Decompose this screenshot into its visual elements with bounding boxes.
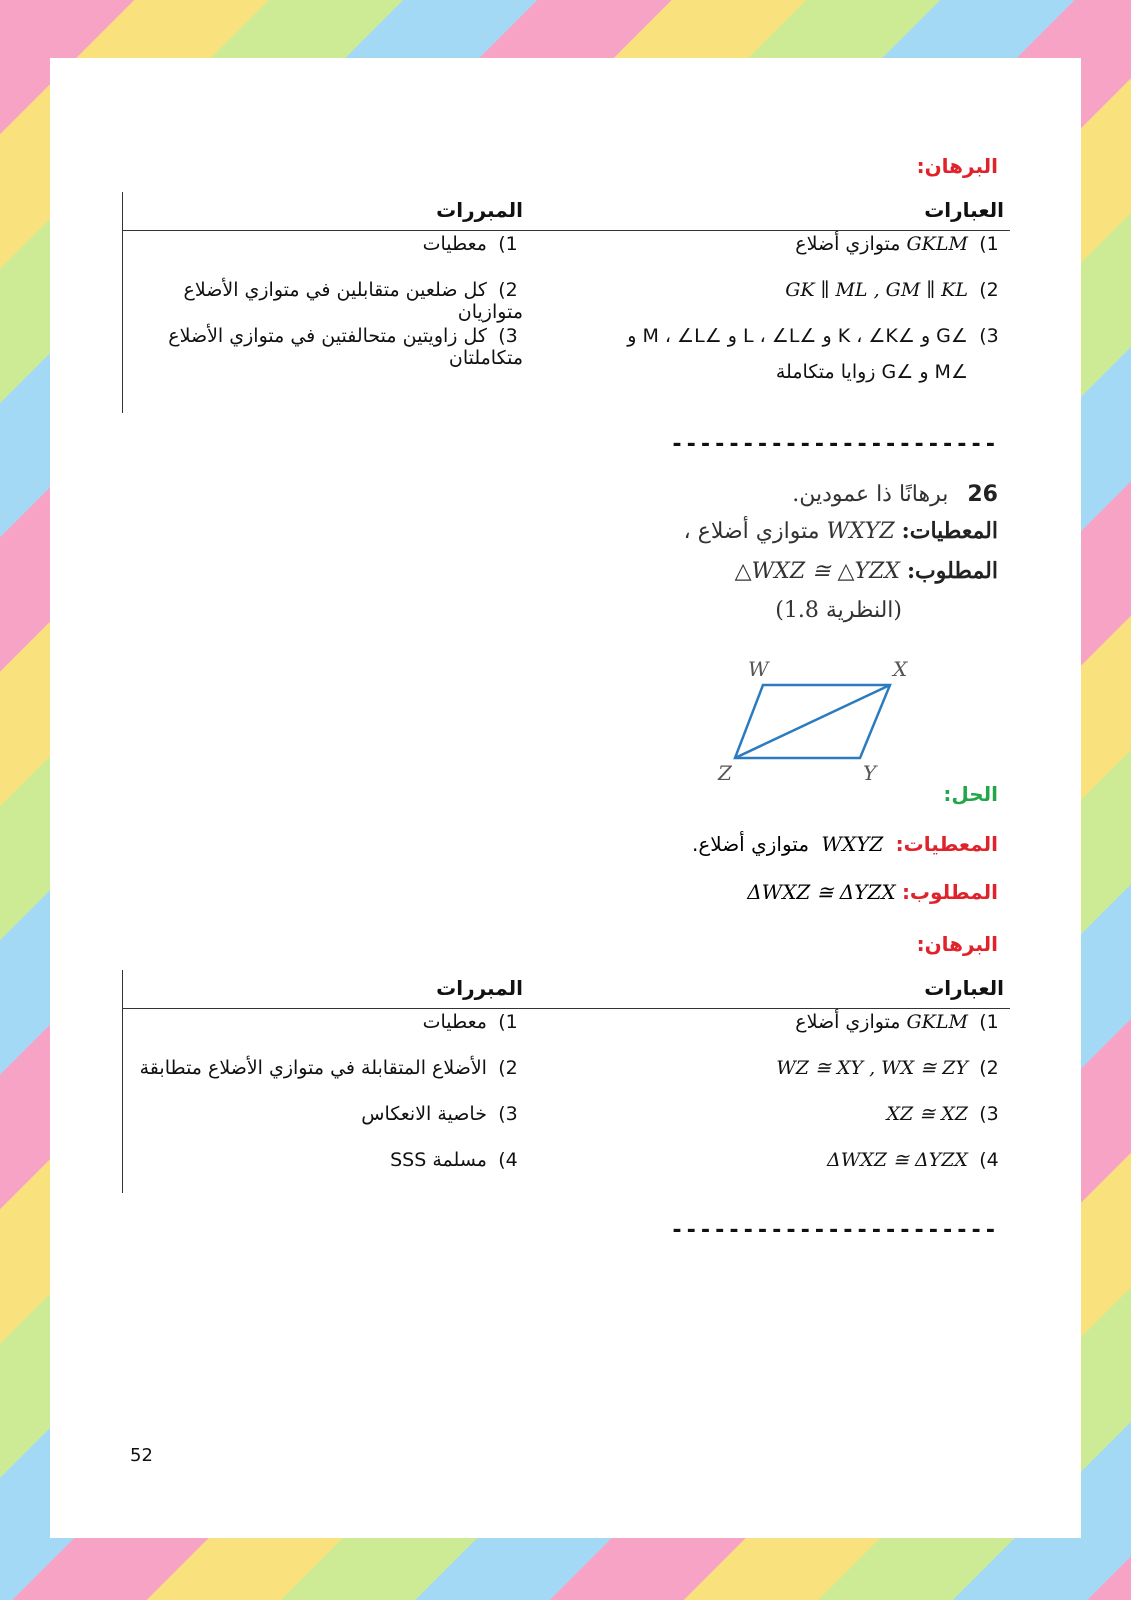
reason-cell: 1) معطيات [123, 1009, 530, 1056]
col-reasons-header: المبررات [123, 192, 530, 231]
reason-cell: 3) خاصية الانعكاس [123, 1101, 530, 1147]
statement-cell: 1) GKLM متوازي أضلاع [795, 1011, 999, 1033]
statement-cell: 1) GKLM متوازي أضلاع [795, 233, 999, 255]
parallelogram-figure [700, 658, 940, 788]
col-statements-header: العبارات [529, 192, 1010, 231]
table-row [123, 1147, 1011, 1193]
problem-prove-label: المطلوب: [906, 558, 998, 584]
table-row [123, 1055, 1011, 1101]
theorem-reference: (النظرية 1.8) [775, 598, 902, 623]
vertex-label-x: X [893, 658, 908, 681]
problem-number: 26 [967, 482, 998, 507]
proof-table-1 [122, 192, 1010, 413]
page-number: 52 [130, 1445, 153, 1466]
col-reasons-header: المبررات [123, 970, 530, 1009]
solution-given: المعطيات: WXYZ متوازي أضلاع. [691, 832, 998, 856]
proof-heading-2: البرهان: [916, 932, 998, 956]
statement-cell: 3) XZ ≅ XZ [886, 1103, 999, 1125]
solution-heading: الحل: [943, 782, 998, 806]
separator-line-2: ----------------------- [670, 1218, 998, 1243]
problem-given-label: المعطيات: [901, 518, 998, 544]
statement-cell: 2) WZ ≅ XY , WX ≅ ZY [776, 1057, 999, 1079]
reason-cell: 2) الأضلاع المتقابلة في متوازي الأضلاع متطابقة [123, 1055, 530, 1101]
reason-cell: 3) كل زاويتين متحالفتين في متوازي الأضلاع متكاملتان [123, 323, 530, 413]
reason-cell: 4) مسلمة SSS [123, 1147, 530, 1193]
solution-prove: المطلوب: ΔWXZ ≅ ΔYZX [747, 880, 998, 904]
separator-line: ----------------------- [670, 432, 998, 457]
table-row [123, 277, 1011, 323]
proof-heading: البرهان: [916, 154, 998, 178]
vertex-label-z: Z [718, 761, 732, 785]
table-row [123, 1009, 1011, 1056]
statement-cell: 2) GK ∥ ML , GM ∥ KL [785, 279, 999, 301]
statement-cell: 4) ΔWXZ ≅ ΔYZX [826, 1149, 999, 1171]
reason-cell: 2) كل ضلعين متقابلين في متوازي الأضلاع متوازيان [123, 277, 530, 323]
table-row [123, 323, 1011, 413]
problem-26-block: 26 برهانًا ذا عمودين. المعطيات: WXYZ متوازي أضلاع ، المطلوب: △WXZ ≅ △YZX (النظرية 1.8) [638, 482, 998, 623]
vertex-label-y: Y [863, 761, 877, 785]
page-sheet [50, 58, 1081, 1538]
problem-intro: برهانًا ذا عمودين. [792, 482, 949, 507]
statement-cell: 3) ∠G و ∠K ، ∠K و ∠L ، ∠L و ∠M ، ∠L و ∠M و ∠G زوايا متكاملة [627, 325, 999, 383]
col-statements-header: العبارات [529, 970, 1010, 1009]
reason-cell: 1) معطيات [123, 231, 530, 278]
table-row [123, 1101, 1011, 1147]
vertex-label-w: W [748, 658, 769, 681]
proof-table-2 [122, 970, 1010, 1193]
table-row [123, 231, 1011, 278]
